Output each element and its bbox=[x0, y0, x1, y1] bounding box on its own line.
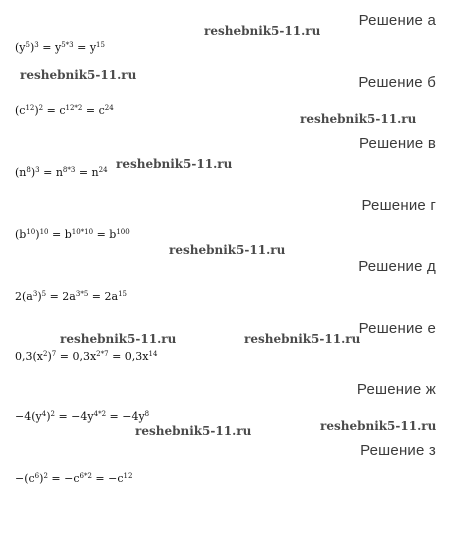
formula-zh: $-4(y^4)^2 = -4y^{4*2} = -4y^8$ bbox=[15, 410, 150, 423]
exponent: 10*10 bbox=[71, 228, 94, 236]
watermark-text: reshebnik5-11.ru bbox=[204, 24, 321, 38]
exponent: 15 bbox=[96, 41, 105, 49]
exponent: 12 bbox=[123, 472, 133, 480]
section-heading-v: Решение в bbox=[358, 135, 436, 152]
exponent: 10 bbox=[26, 228, 36, 236]
section-heading-zh: Решение ж bbox=[356, 381, 436, 398]
exponent: 8 bbox=[144, 410, 150, 418]
exponent: 2 bbox=[50, 410, 55, 418]
exponent: 7 bbox=[51, 350, 57, 358]
watermark-text: reshebnik5-11.ru bbox=[320, 419, 437, 433]
exponent: 8*3 bbox=[62, 166, 76, 174]
section-heading-g: Решение г bbox=[361, 197, 436, 214]
exponent: 15 bbox=[118, 290, 127, 298]
section-heading-d: Решение д bbox=[358, 258, 436, 275]
exponent: 10 bbox=[39, 228, 49, 236]
watermark-text: reshebnik5-11.ru bbox=[244, 332, 361, 346]
formula-z: $-(c^6)^2 = -c^{6*2} = -c^{12}$ bbox=[15, 472, 133, 485]
exponent: 6 bbox=[34, 472, 40, 480]
exponent: 14 bbox=[148, 350, 158, 358]
section-heading-a: Решение а bbox=[358, 12, 436, 29]
formula-g: $(b^{10})^{10} = b^{10*10} = b^{100}$ bbox=[15, 228, 130, 241]
section-heading-b: Решение б bbox=[358, 74, 436, 91]
watermark-text: reshebnik5-11.ru bbox=[60, 332, 177, 346]
exponent: 5*3 bbox=[61, 41, 74, 49]
exponent: 2 bbox=[38, 104, 44, 112]
exponent: 24 bbox=[98, 166, 108, 174]
exponent: 4 bbox=[41, 410, 47, 418]
watermark-text: reshebnik5-11.ru bbox=[169, 243, 286, 257]
exponent: 12*2 bbox=[65, 104, 83, 112]
exponent: 3*5 bbox=[75, 290, 89, 298]
exponent: 2 bbox=[43, 350, 48, 358]
section-heading-z: Решение з bbox=[360, 442, 436, 459]
exponent: 4*2 bbox=[93, 410, 107, 418]
exponent: 12 bbox=[25, 104, 35, 112]
exponent: 8 bbox=[26, 166, 31, 174]
watermark-text: reshebnik5-11.ru bbox=[300, 112, 417, 126]
formula-d: $2(a^3)^5 = 2a^{3*5} = 2a^{15}$ bbox=[15, 290, 127, 303]
exponent: 100 bbox=[116, 228, 130, 236]
exponent: 2 bbox=[43, 472, 48, 480]
formula-v: $(n^8)^3 = n^{8*3} = n^{24}$ bbox=[15, 166, 108, 179]
exponent: 5 bbox=[41, 290, 47, 298]
exponent: 5 bbox=[25, 41, 30, 49]
exponent: 3 bbox=[32, 290, 38, 298]
exponent: 3 bbox=[35, 166, 40, 174]
exponent: 3 bbox=[34, 41, 39, 49]
section-heading-e: Решение е bbox=[358, 320, 436, 337]
watermark-text: reshebnik5-11.ru bbox=[135, 424, 252, 438]
watermark-text: reshebnik5-11.ru bbox=[20, 68, 137, 82]
exponent: 2*7 bbox=[96, 350, 109, 358]
formula-a: $(y^5)^3 = y^{5*3} = y^{15}$ bbox=[15, 41, 105, 54]
formula-b: $(c^{12})^2 = c^{12*2} = c^{24}$ bbox=[15, 104, 114, 117]
formula-e: $0,3(x^2)^7 = 0,3x^{2*7} = 0,3x^{14}$ bbox=[15, 350, 158, 363]
watermark-text: reshebnik5-11.ru bbox=[116, 157, 233, 171]
exponent: 24 bbox=[104, 104, 114, 112]
exponent: 6*2 bbox=[79, 472, 92, 480]
